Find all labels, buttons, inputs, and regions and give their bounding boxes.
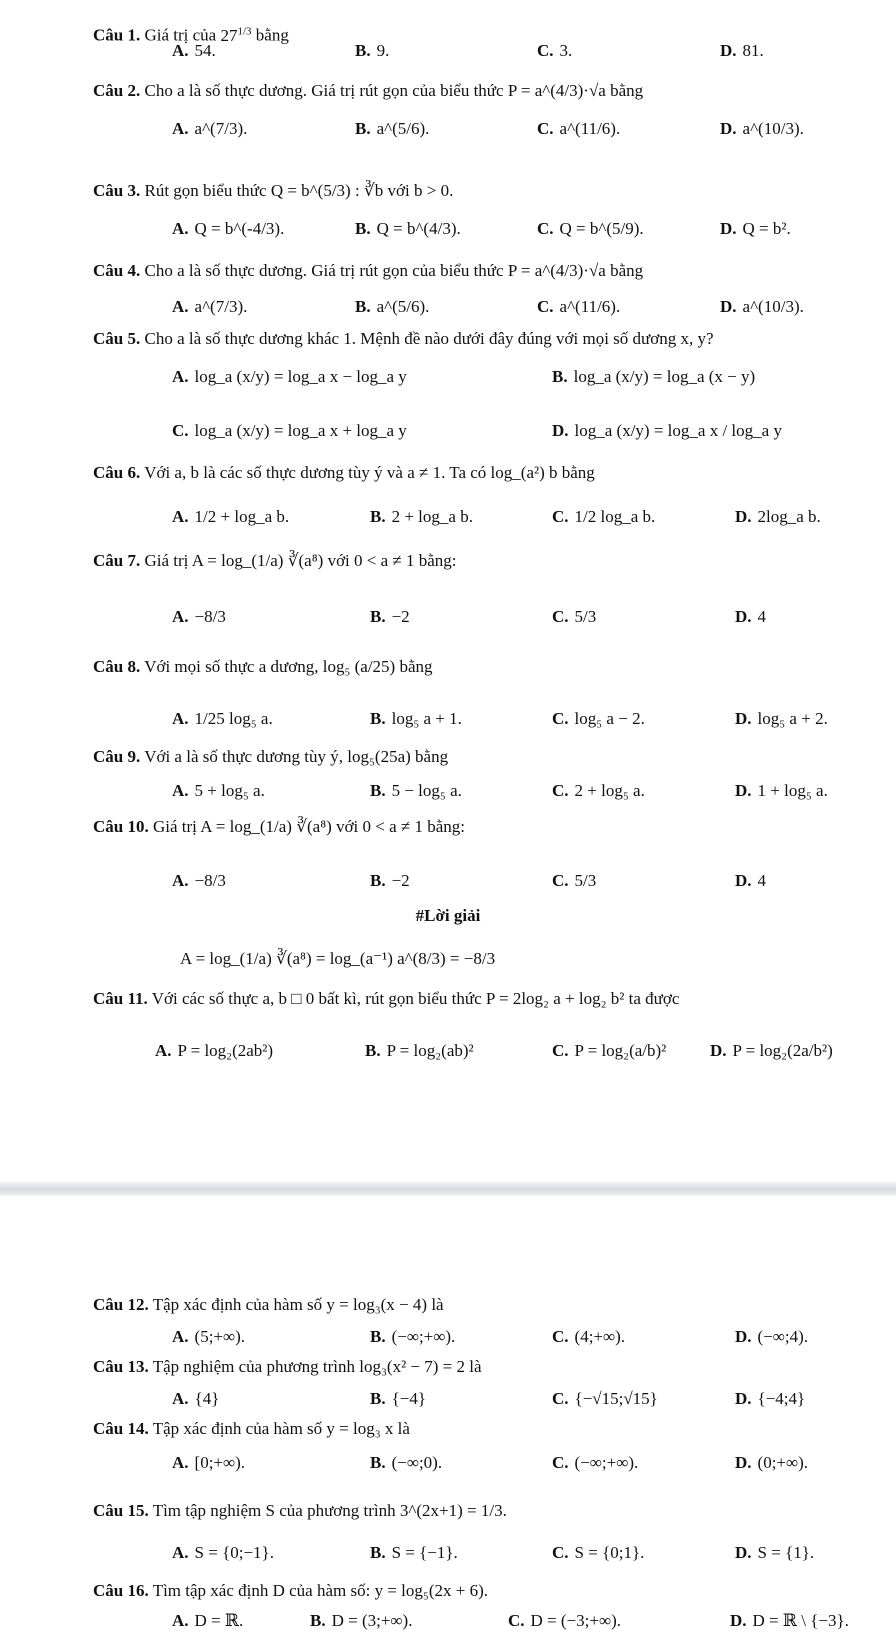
question-3: Câu 3. Rút gọn biểu thức Q = b^(5/3) : ∛b với b > 0. bbox=[93, 181, 454, 200]
option-a[interactable]: A. 1/2 + log_a b. bbox=[172, 507, 290, 526]
option-b[interactable]: B. 9. bbox=[355, 41, 390, 60]
question-8: Câu 8. Với mọi số thực a dương, log₅ (a/25) bằng bbox=[93, 657, 433, 676]
option-b[interactable]: B. (−∞;+∞). bbox=[370, 1327, 456, 1346]
option-a[interactable]: A. −8/3 bbox=[172, 871, 226, 890]
question-7: Câu 7. Giá trị A = log_(1/a) ∛(a⁸) với 0 < a ≠ 1 bằng: bbox=[93, 551, 457, 570]
option-b[interactable]: B. log₅ a + 1. bbox=[370, 709, 462, 728]
option-c[interactable]: C. 2 + log₅ a. bbox=[552, 781, 645, 800]
option-a[interactable]: A. 5 + log₅ a. bbox=[172, 781, 265, 800]
question-4: Câu 4. Cho a là số thực dương. Giá trị rút gọn của biểu thức P = a^(4/3)·√a bằng bbox=[93, 261, 644, 280]
option-a[interactable]: A. D = ℝ. bbox=[172, 1611, 244, 1630]
expr: y = log₃ x bbox=[326, 1419, 394, 1438]
option-a[interactable]: A. a^(7/3). bbox=[172, 297, 248, 316]
question-2: Câu 2. Cho a là số thực dương. Giá trị rút gọn của biểu thức P = a^(4/3)·√a bằng bbox=[93, 81, 644, 100]
question-15: Câu 15. Tìm tập nghiệm S của phương trình 3^(2x+1) = 1/3. bbox=[93, 1501, 507, 1520]
solution-text: A = log_(1/a) ∛(a⁸) = log_(a⁻¹) a^(8/3) = −8/3 bbox=[180, 949, 496, 968]
question-1: Câu 1. Giá trị của $27^{1/3}$ bằng bbox=[93, 25, 289, 45]
expr: y = log₅(2x + 6). bbox=[374, 1581, 488, 1600]
option-c[interactable]: C. P = log₂(a/b)² bbox=[552, 1041, 667, 1060]
option-c[interactable]: C. 3. bbox=[537, 41, 573, 60]
option-d[interactable]: D. a^(10/3). bbox=[720, 297, 804, 316]
option-c[interactable]: C. a^(11/6). bbox=[537, 119, 621, 138]
option-b[interactable]: B. P = log₂(ab)² bbox=[365, 1041, 474, 1060]
expr: 3^(2x+1) = 1/3. bbox=[399, 1501, 507, 1520]
option-a[interactable]: A. Q = b^(-4/3). bbox=[172, 219, 285, 238]
question-14: Câu 14. Tập xác định của hàm số y = log₃ x là bbox=[93, 1419, 410, 1438]
option-b[interactable]: B. S = {−1}. bbox=[370, 1543, 458, 1562]
option-b[interactable]: B. log_a (x/y) = log_a (x − y) bbox=[552, 367, 756, 386]
option-c[interactable]: C. (4;+∞). bbox=[552, 1327, 626, 1346]
option-b[interactable]: B. −2 bbox=[370, 871, 410, 890]
option-c[interactable]: C. 5/3 bbox=[552, 607, 597, 626]
option-c[interactable]: C. D = (−3;+∞). bbox=[508, 1611, 621, 1630]
expr: Q = b^(5/3) : ∛b bbox=[270, 181, 384, 200]
page-separator bbox=[0, 1182, 896, 1196]
option-d[interactable]: D. 4 bbox=[735, 607, 767, 626]
option-a[interactable]: A. a^(7/3). bbox=[172, 119, 248, 138]
option-d[interactable]: D. S = {1}. bbox=[735, 1543, 815, 1562]
option-b[interactable]: B. 2 + log_a b. bbox=[370, 507, 473, 526]
question-11: Câu 11. Với các số thực a, b □ 0 bất kì, rút gọn biểu thức P = 2log₂ a + log₂ b² ta được bbox=[93, 989, 680, 1008]
expr: P = a^(4/3)·√a bbox=[507, 261, 606, 280]
option-d[interactable]: D. (0;+∞). bbox=[735, 1453, 809, 1472]
option-d[interactable]: D. 2log_a b. bbox=[735, 507, 821, 526]
expr: P = a^(4/3)·√a bbox=[507, 81, 606, 100]
option-d[interactable]: D. 1 + log₅ a. bbox=[735, 781, 828, 800]
option-b[interactable]: B. −2 bbox=[370, 607, 410, 626]
option-c[interactable]: C. S = {0;1}. bbox=[552, 1543, 645, 1562]
option-b[interactable]: B. Q = b^(4/3). bbox=[355, 219, 461, 238]
option-b[interactable]: B. D = (3;+∞). bbox=[310, 1611, 413, 1630]
question-10: Câu 10. Giá trị A = log_(1/a) ∛(a⁸) với 0 < a ≠ 1 bằng: bbox=[93, 817, 466, 836]
option-d[interactable]: D. 81. bbox=[720, 41, 764, 60]
option-b[interactable]: B. (−∞;0). bbox=[370, 1453, 443, 1472]
option-c[interactable]: C. {−√15;√15} bbox=[552, 1389, 658, 1408]
question-13: Câu 13. Tập nghiệm của phương trình log₃(x² − 7) = 2 là bbox=[93, 1357, 482, 1376]
option-d[interactable]: D. Q = b². bbox=[720, 219, 791, 238]
option-c[interactable]: C. log_a (x/y) = log_a x + log_a y bbox=[172, 421, 407, 440]
option-c[interactable]: C. Q = b^(5/9). bbox=[537, 219, 644, 238]
option-d[interactable]: D. a^(10/3). bbox=[720, 119, 804, 138]
option-c[interactable]: C. a^(11/6). bbox=[537, 297, 621, 316]
option-a[interactable]: A. {4} bbox=[172, 1389, 220, 1408]
expr: $27^{1/3}$ bbox=[220, 25, 252, 45]
option-d[interactable]: D. 4 bbox=[735, 871, 767, 890]
option-c[interactable]: C. log₅ a − 2. bbox=[552, 709, 645, 728]
option-b[interactable]: B. a^(5/6). bbox=[355, 297, 430, 316]
option-a[interactable]: A. 1/25 log₅ a. bbox=[172, 709, 273, 728]
question-16: Câu 16. Tìm tập xác định D của hàm số: y = log₅(2x + 6). bbox=[93, 1581, 488, 1600]
question-12: Câu 12. Tập xác định của hàm số y = log₃(x − 4) là bbox=[93, 1295, 444, 1314]
option-a[interactable]: A. (5;+∞). bbox=[172, 1327, 246, 1346]
option-d[interactable]: D. {−4;4} bbox=[735, 1389, 806, 1408]
option-a[interactable]: A. 54. bbox=[172, 41, 216, 60]
expr: y = log₃(x − 4) bbox=[326, 1295, 428, 1314]
option-b[interactable]: B. {−4} bbox=[370, 1389, 427, 1408]
question-6: Câu 6. Với a, b là các số thực dương tùy ý và a ≠ 1. Ta có log_(a²) b bằng bbox=[93, 463, 595, 482]
option-a[interactable]: A. P = log₂(2ab²) bbox=[155, 1041, 274, 1060]
option-c[interactable]: C. (−∞;+∞). bbox=[552, 1453, 639, 1472]
question-label: Câu 1. bbox=[93, 25, 141, 45]
solution-title: #Lời giải bbox=[415, 906, 481, 925]
option-d[interactable]: D. P = log₂(2a/b²) bbox=[710, 1041, 833, 1060]
option-a[interactable]: A. S = {0;−1}. bbox=[172, 1543, 274, 1562]
expr: log₃(x² − 7) = 2 bbox=[359, 1357, 466, 1376]
option-c[interactable]: C. 5/3 bbox=[552, 871, 597, 890]
option-c[interactable]: C. 1/2 log_a b. bbox=[552, 507, 656, 526]
option-d[interactable]: D. (−∞;4). bbox=[735, 1327, 809, 1346]
question-9: Câu 9. Với a là số thực dương tùy ý, log₅(25a) bằng bbox=[93, 747, 449, 766]
option-d[interactable]: D. log₅ a + 2. bbox=[735, 709, 828, 728]
option-d[interactable]: D. log_a (x/y) = log_a x / log_a y bbox=[552, 421, 782, 440]
option-a[interactable]: A. [0;+∞). bbox=[172, 1453, 246, 1472]
expr: P = 2log₂ a + log₂ b² bbox=[485, 989, 625, 1008]
option-a[interactable]: A. log_a (x/y) = log_a x − log_a y bbox=[172, 367, 407, 386]
option-b[interactable]: B. a^(5/6). bbox=[355, 119, 430, 138]
option-d[interactable]: D. D = ℝ \ {−3}. bbox=[730, 1611, 849, 1630]
option-a[interactable]: A. −8/3 bbox=[172, 607, 226, 626]
option-b[interactable]: B. 5 − log₅ a. bbox=[370, 781, 462, 800]
question-5: Câu 5. Cho a là số thực dương khác 1. Mệnh đề nào dưới đây đúng với mọi số dương x, y? bbox=[93, 329, 714, 348]
